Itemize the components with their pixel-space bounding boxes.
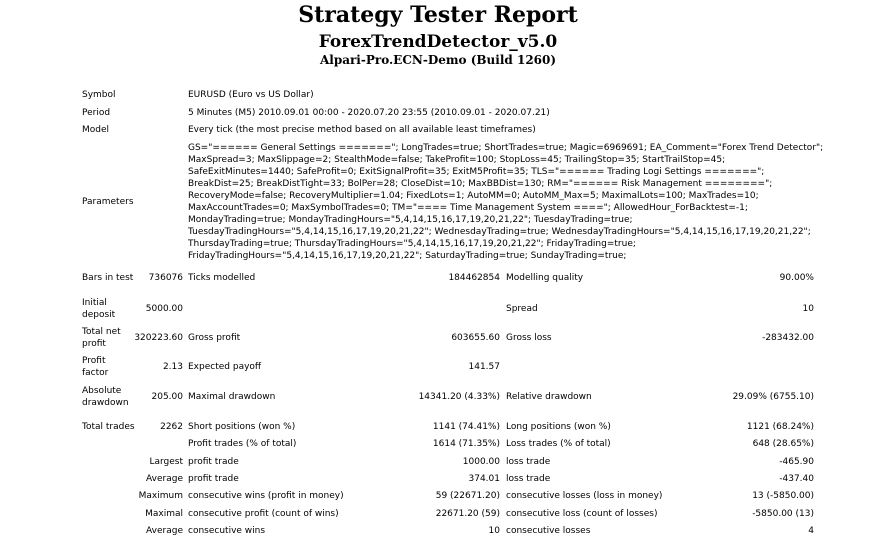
maximum-label: Maximum <box>138 491 183 501</box>
lpt-value: 1000.00 <box>462 457 500 467</box>
mcl-value: 13 (-5850.00) <box>752 491 814 501</box>
absdd-label-line2: drawdown <box>82 398 129 408</box>
period-label: Period <box>82 108 111 118</box>
reldd-label: Relative drawdown <box>506 392 592 402</box>
alt-value: -437.40 <box>779 474 814 484</box>
alt-label: loss trade <box>506 474 551 484</box>
spread-value: 10 <box>802 304 814 314</box>
grossloss-value: -283432.00 <box>762 333 814 343</box>
bars-label: Bars in test <box>82 273 134 283</box>
acw-label: consecutive wins <box>188 526 266 536</box>
average-label: Average <box>146 474 183 484</box>
model-label: Model <box>82 125 110 135</box>
mcp-value: 22671.20 (59) <box>435 509 500 519</box>
long-label: Long positions (won %) <box>506 422 611 432</box>
short-label: Short positions (won %) <box>188 422 296 432</box>
long-value: 1121 (68.24%) <box>746 422 814 432</box>
absdd-label-line1: Absolute <box>82 386 122 396</box>
short-value: 1141 (74.41%) <box>432 422 500 432</box>
maximal-label: Maximal <box>145 509 183 519</box>
netprofit-value: 320223.60 <box>134 333 183 343</box>
parameters-value: GS="====== General Settings ======="; LongTrades=true; ShortTrades=true; Magic=6969691; EA_Comment="Forex Trend Detector"; MaxSpread=3; MaxSlippage=2; StealthMode=false; TakeProfit=100; StopLoss=45; TrailingStop=35; StartTrailStop=45; SafeExitMinutes=1440; SafeProfit=0; ExitSignalProfit=35; ExitM5Profit=35; TLS="====== Trading Logi Settings ======="; BreakDist=25; BreakDistTight=33; BolPer=28; CloseDist=10; MaxBBDist=130; RM="====== Risk Management ========"; RecoveryMode=false; RecoveryMultiplier=1.04; FixedLots=1; AutoMM=0; AutoMM_Max=5; MaximalLots=100; MaxTrades=10; MaxAccountTrades=0; MaxSymbolTrades=0; TM="==== Time Management System ===="; AllowedHour_ForBacktest=-1; MondayTrading=true; MondayTradingHours="5,4,14,15,16,17,19,20,21,22"; TuesdayTrading=true; TuesdayTradingHours="5,4,14,15,16,17,19,20,21,22"; WednesdayTrading=true; WednesdayTradingHours="5,4,14,15,16,17,19,20,21,22"; ThursdayTrading=true; ThursdayTradingHours="5,4,14,15,16,17,19,20,21,22"; FridayTrading=true; FridayTradingHours="5,4,14,15,16,17,19,20,21,22"; SaturdayTrading=true; SundayTrading=true; <box>188 143 827 261</box>
apt-value: 374.01 <box>468 474 500 484</box>
period-value: 5 Minutes (M5) 2010.09.01 00:00 - 2020.07.20 23:55 (2010.09.01 - 2020.07.21) <box>188 108 550 118</box>
netprofit-label-line1: Total net <box>82 327 121 337</box>
lt-label: Loss trades (% of total) <box>506 439 611 449</box>
apt-label: profit trade <box>188 474 239 484</box>
deposit-value: 5000.00 <box>145 304 183 314</box>
pt-label: Profit trades (% of total) <box>188 439 297 449</box>
llt-value: -465.90 <box>779 457 814 467</box>
mcl-label: consecutive losses (loss in money) <box>506 491 663 501</box>
mclc-label: consecutive loss (count of losses) <box>506 509 658 519</box>
maxdd-value: 14341.20 (4.33%) <box>418 392 500 402</box>
symbol-value: EURUSD (Euro vs US Dollar) <box>188 90 314 100</box>
netprofit-label-line2: profit <box>82 339 106 349</box>
model-value: Every tick (the most precise method based on all available least timeframes) <box>188 125 536 135</box>
trades-value: 2262 <box>160 422 183 432</box>
ticks-label: Ticks modelled <box>188 273 256 283</box>
pf-label-line1: Profit <box>82 356 106 366</box>
maxdd-label: Maximal drawdown <box>188 392 276 402</box>
symbol-label: Symbol <box>82 90 116 100</box>
deposit-label-line1: Initial <box>82 298 107 308</box>
quality-value: 90.00% <box>779 273 814 283</box>
parameters-label: Parameters <box>82 197 134 207</box>
acl-label: consecutive losses <box>506 526 591 536</box>
pf-value: 2.13 <box>162 362 183 372</box>
payoff-label: Expected payoff <box>188 362 262 372</box>
quality-label: Modelling quality <box>506 273 584 283</box>
acw-value: 10 <box>488 526 500 536</box>
report-title: Strategy Tester Report <box>298 2 578 28</box>
pt-value: 1614 (71.35%) <box>432 439 500 449</box>
pf-label-line2: factor <box>82 368 109 378</box>
lpt-label: profit trade <box>188 457 239 467</box>
mcp-label: consecutive profit (count of wins) <box>188 509 339 519</box>
llt-label: loss trade <box>506 457 551 467</box>
server-build: Alpari-Pro.ECN-Demo (Build 1260) <box>319 53 557 67</box>
average2-label: Average <box>146 526 183 536</box>
acl-value: 4 <box>808 526 814 536</box>
ticks-value: 184462854 <box>448 273 500 283</box>
lt-value: 648 (28.65%) <box>752 439 814 449</box>
bars-value: 736076 <box>148 273 183 283</box>
trades-label: Total trades <box>82 422 135 432</box>
deposit-label-line2: deposit <box>82 310 116 320</box>
grossloss-label: Gross loss <box>506 333 552 343</box>
payoff-value: 141.57 <box>468 362 500 372</box>
expert-name: ForexTrendDetector_v5.0 <box>318 32 558 52</box>
grossprofit-label: Gross profit <box>188 333 241 343</box>
absdd-value: 205.00 <box>151 392 183 402</box>
spread-label: Spread <box>506 304 538 314</box>
grossprofit-value: 603655.60 <box>451 333 500 343</box>
mcw-label: consecutive wins (profit in money) <box>188 491 344 501</box>
mcw-value: 59 (22671.20) <box>435 491 500 501</box>
reldd-value: 29.09% (6755.10) <box>732 392 814 402</box>
mclc-value: -5850.00 (13) <box>752 509 814 519</box>
largest-label: Largest <box>149 457 183 467</box>
